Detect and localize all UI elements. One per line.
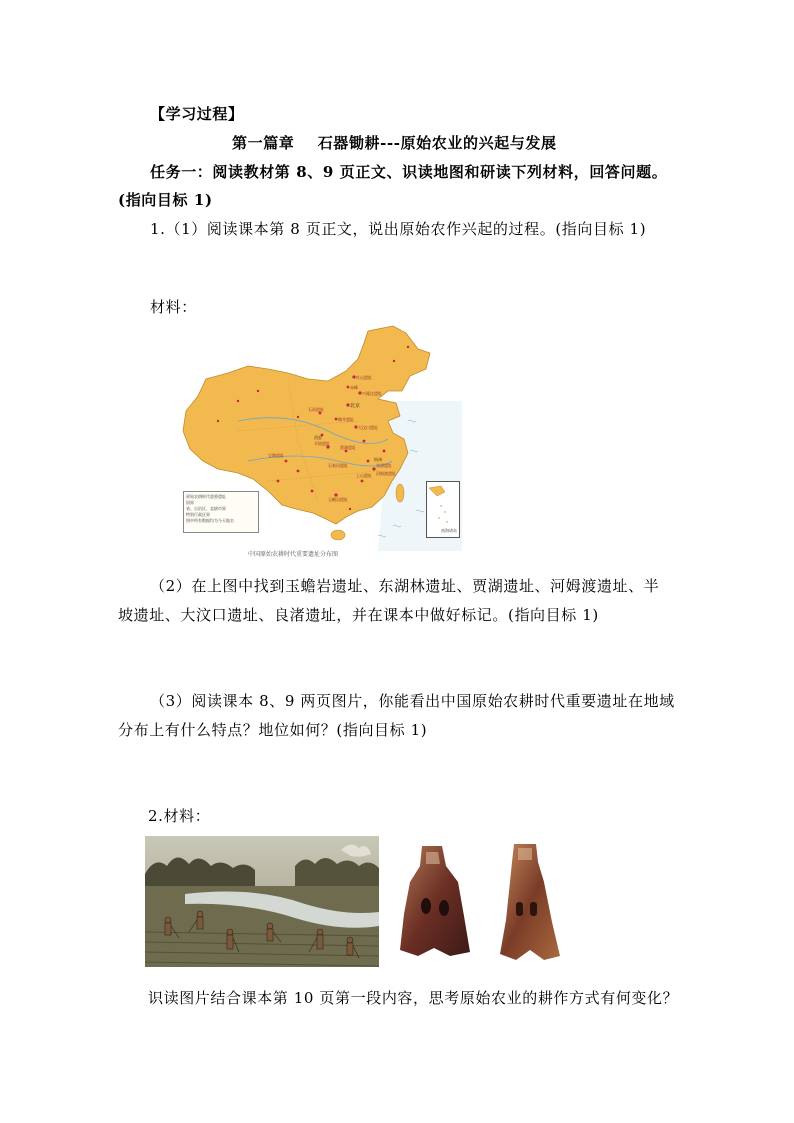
material-2-label: 2.材料： xyxy=(148,807,211,825)
site-label: 河姆渡遗址 xyxy=(376,471,396,476)
farming-scene-graphic xyxy=(145,836,379,967)
site-label: 上山遗址 xyxy=(356,473,372,478)
site-label: 红山遗址 xyxy=(356,375,372,380)
task-line-2: (指向目标 1) xyxy=(118,191,213,209)
section-header: 【学习过程】 xyxy=(150,105,244,123)
south-china-sea-inset xyxy=(426,481,460,538)
site-label: 北京 xyxy=(350,403,361,409)
question-2-line-1: （2）在上图中找到玉蟾岩遗址、东湖林遗址、贾湖遗址、河姆渡遗址、半 xyxy=(150,577,660,595)
site-label: 大汶口遗址 xyxy=(358,425,378,430)
legend-item: 图中所有数据均为今天地名 xyxy=(186,518,234,523)
site-label: 杭州 xyxy=(374,457,382,462)
bone-spade-graphic-2 xyxy=(496,842,562,962)
primitive-farming-illustration xyxy=(145,836,379,967)
site-label: 宝墩遗址 xyxy=(268,453,284,458)
legend-item: 省、自治区、直辖市界 xyxy=(186,506,226,511)
map-caption: 中国原始农耕时代重要遗址分布图 xyxy=(247,551,338,558)
material-label: 材料： xyxy=(150,298,197,316)
china-neolithic-sites-map xyxy=(178,321,462,561)
final-question: 识读图片结合课本第 10 页第一段内容，思考原始农业的耕作方式有何变化？ xyxy=(148,989,679,1007)
site-label: 西安 xyxy=(314,435,322,440)
site-label: 石峁遗址 xyxy=(308,407,324,412)
site-label: 兴隆洼遗址 xyxy=(362,391,382,396)
legend-item: 国界 xyxy=(186,500,194,505)
question-3-line-1: （3）阅读课本 8、9 两页图片，你能看出中国原始农耕时代重要遗址在地域 xyxy=(150,692,675,710)
site-label: 赤峰 xyxy=(350,385,358,390)
site-label: 石家河遗址 xyxy=(328,463,348,468)
bone-spade-photo-2 xyxy=(496,842,562,962)
hainan-island xyxy=(331,530,345,540)
question-1: 1.（1）阅读课本第 8 页正文，说出原始农作兴起的过程。(指向目标 1) xyxy=(150,220,647,238)
chapter-title: 第一篇章 石器锄耕---原始农业的兴起与发展 xyxy=(232,134,557,152)
taiwan-island xyxy=(396,484,404,502)
bone-spade-photo-1 xyxy=(396,842,472,960)
site-label: 贾湖遗址 xyxy=(340,445,356,450)
question-3-line-2: 分布上有什么特点？地位如何？(指向目标 1) xyxy=(118,721,428,739)
bone-spade-graphic-1 xyxy=(396,842,472,960)
map-legend xyxy=(183,491,259,533)
inset-label: 南海诸岛 xyxy=(441,528,457,533)
site-label: 玉蟾岩遗址 xyxy=(328,497,348,502)
legend-item: 特别行政区界 xyxy=(186,512,210,517)
site-label: 陶寺遗址 xyxy=(338,417,354,422)
task-line-1: 任务一：阅读教材第 8、9 页正文、识读地图和研读下列材料，回答问题。 xyxy=(150,163,668,181)
question-2-line-2: 坡遗址、大汶口遗址、良渚遗址，并在课本中做好标记。(指向目标 1) xyxy=(118,606,599,624)
legend-item: 原始农耕时代重要遗址 xyxy=(186,494,226,499)
site-label: 良渚遗址 xyxy=(376,463,392,468)
site-label: 半坡遗址 xyxy=(314,441,330,446)
